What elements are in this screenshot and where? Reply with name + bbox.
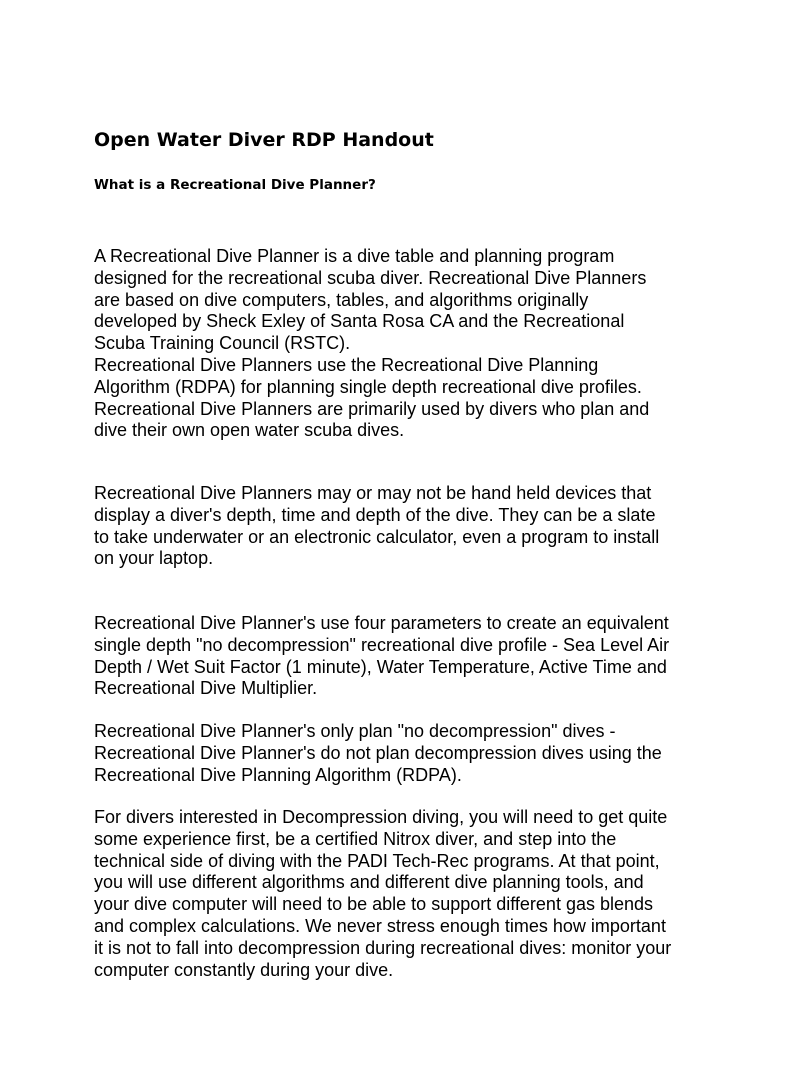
paragraph-devices [94, 483, 659, 570]
paragraph-line: For divers interested in Decompression diving, you will need to get quite [94, 807, 668, 827]
paragraph-line: Recreational Dive Planning Algorithm (RDPA). [94, 764, 462, 785]
document-subtitle: What is a Recreational Dive Planner? [94, 177, 376, 193]
paragraph-line: are based on dive computers, tables, and algorithms originally [94, 289, 589, 310]
paragraph-line: Recreational Dive Planner's do not plan decompression dives using the [94, 742, 662, 763]
paragraph-line: computer constantly during your dive. [94, 959, 394, 980]
paragraph-line: to take underwater or an electronic calculator, even a program to install [94, 526, 660, 547]
paragraph-line: you will use different algorithms and different dive planning tools, and [94, 872, 644, 893]
paragraph-line: your dive computer will need to be able to support different gas blends [94, 894, 654, 915]
paragraph-line: Algorithm (RDPA) for planning single depth recreational dive profiles. [94, 376, 642, 397]
paragraph-line: A Recreational Dive Planner is a dive table and planning program [94, 246, 615, 266]
paragraph-line: Recreational Dive Planners may or may not be hand held devices that [94, 483, 652, 503]
paragraph-line: Scuba Training Council (RSTC). [94, 333, 351, 354]
document-title: Open Water Diver RDP Handout [94, 129, 434, 151]
paragraph-line: designed for the recreational scuba diver. Recreational Dive Planners [94, 267, 647, 288]
paragraph-line: Recreational Dive Planners are primarily used by divers who plan and [94, 398, 650, 419]
paragraph-decompression-diving [94, 807, 671, 981]
paragraph-parameters [94, 613, 669, 700]
paragraph-line: on your laptop. [94, 548, 214, 569]
paragraph-line: dive their own open water scuba dives. [94, 420, 405, 441]
paragraph-line: technical side of diving with the PADI Tech-Rec programs. At that point, [94, 850, 660, 871]
paragraph-line: it is not to fall into decompression during recreational dives: monitor your [94, 937, 672, 958]
paragraph-line: display a diver's depth, time and depth of the dive. They can be a slate [94, 504, 656, 525]
paragraph-intro [94, 246, 649, 442]
paragraph-line: Recreational Dive Multiplier. [94, 678, 318, 699]
paragraph-no-decompression [94, 721, 662, 786]
paragraph-line: developed by Sheck Exley of Santa Rosa CA and the Recreational [94, 311, 625, 332]
paragraph-line: and complex calculations. We never stress enough times how important [94, 915, 666, 936]
paragraph-line: Depth / Wet Suit Factor (1 minute), Water Temperature, Active Time and [94, 656, 667, 677]
paragraph-line: some experience first, be a certified Nitrox diver, and step into the [94, 828, 617, 849]
paragraph-line: Recreational Dive Planners use the Recreational Dive Planning [94, 354, 599, 375]
paragraph-line: single depth "no decompression" recreational dive profile - Sea Level Air [94, 634, 670, 655]
paragraph-line: Recreational Dive Planner's use four parameters to create an equivalent [94, 613, 669, 633]
paragraph-line: Recreational Dive Planner's only plan "no decompression" dives - [94, 721, 616, 741]
